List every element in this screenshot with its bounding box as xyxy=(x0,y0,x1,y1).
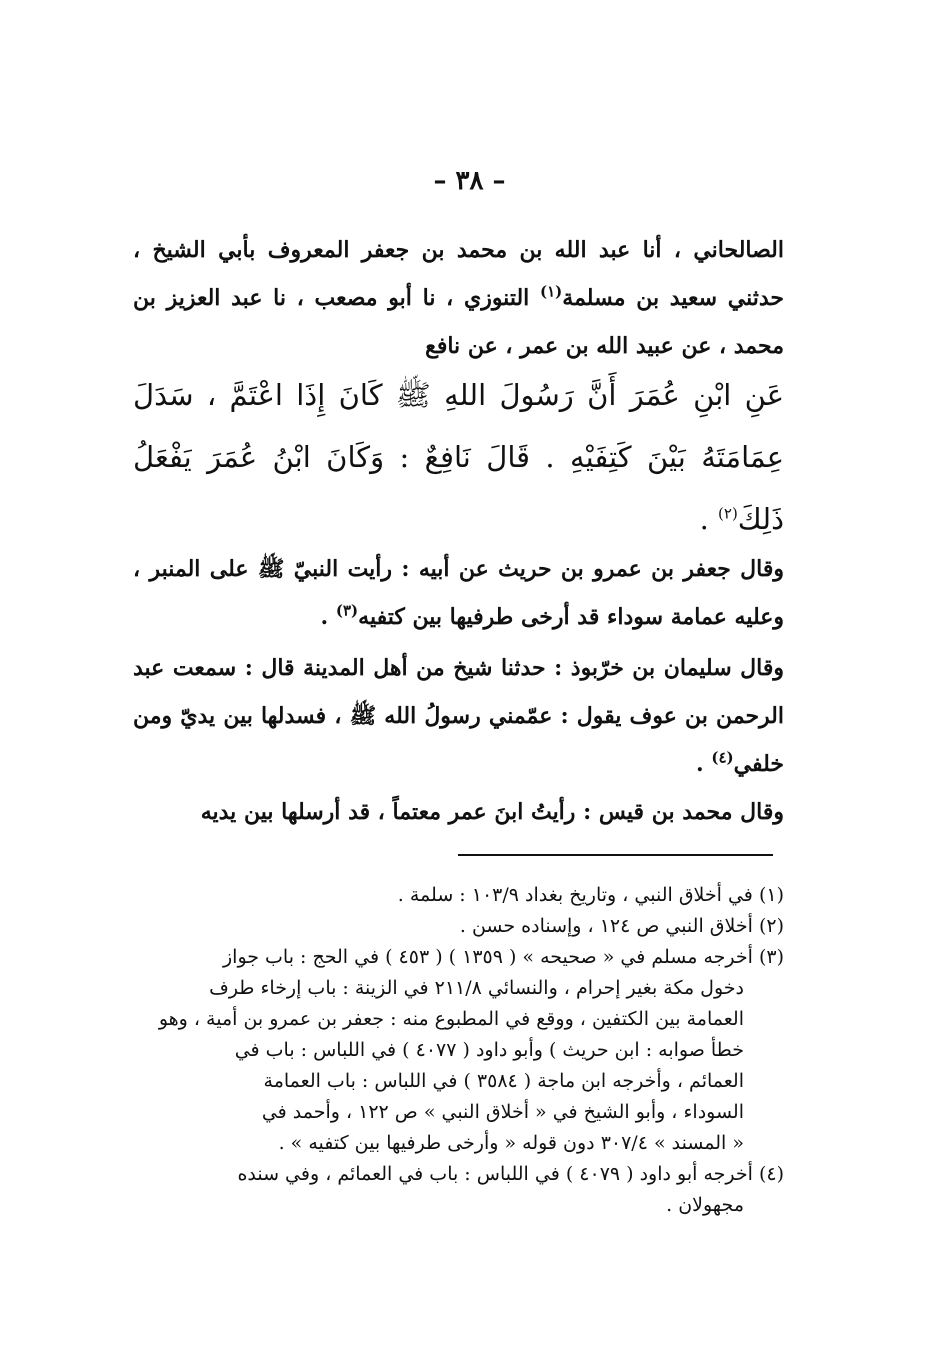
footnote-3-line: دخول مكة بغير إحرام ، والنسائي ٢١١/٨ في الزينة : باب إرخاء طرف xyxy=(209,977,744,999)
hadith-text xyxy=(133,364,784,550)
page-number: – ٣٨ – xyxy=(433,166,506,196)
paragraph-text: وقال جعفر بن عمرو بن حريث عن أبيه : رأيت النبيّ ﷺ على المنبر ، وعليه عمامة سوداء قد أرخى طرفيها بين كتفيه xyxy=(133,556,784,630)
narration-paragraph xyxy=(133,545,784,641)
footnote-line: أخرجه مسلم في « صحيحه » ( ١٣٥٩ ) ( ٤٥٣ ) في الحج : باب جواز xyxy=(222,946,753,968)
footnote-mark: (٤) xyxy=(758,1163,784,1185)
narration-paragraph xyxy=(133,644,784,788)
footnote-4 xyxy=(133,1159,784,1190)
footnote-divider xyxy=(458,854,773,856)
footnote-line: في أخلاق النبي ، وتاريخ بغداد ١٠٣/٩ : سلمة . xyxy=(397,884,753,906)
paragraph-text: التنوزي ، نا أبو مصعب ، نا عبد العزيز بن محمد ، عن عبيد الله بن عمر ، عن نافع xyxy=(133,285,784,359)
footnote-mark: (١) xyxy=(758,884,784,906)
footnote-3-line: العمائم ، وأخرجه ابن ماجة ( ٣٥٨٤ ) في اللباس : باب العمامة xyxy=(263,1070,744,1092)
footnote-3-line: « المسند » ٣٠٧/٤ دون قوله « وأرخى طرفيها بين كتفيه » . xyxy=(278,1132,744,1154)
footnote-mark: (٣) xyxy=(758,946,784,968)
hadith-body: عَنِ ابْنِ عُمَرَ أَنَّ رَسُولَ اللهِ ﷺ كَانَ إِذَا اعْتَمَّ ، سَدَلَ عِمَامَتَهُ بَيْنَ كَتِفَيْهِ . قَالَ نَافِعٌ : وَكَانَ ابْنُ عُمَرَ يَفْعَلُ ذَلِكَ xyxy=(133,378,784,536)
footnote-3-line: خطأ صوابه : ابن حريث ) وأبو داود ( ٤٠٧٧ ) في اللباس : باب في xyxy=(234,1039,744,1061)
footnote-line: أخلاق النبي ص ١٢٤ ، وإسناده حسن . xyxy=(459,915,753,937)
footnote-ref: (٤) xyxy=(711,748,734,767)
paragraph-text: وقال سليمان بن خرّبوذ : حدثنا شيخ من أهل المدينة قال : سمعت عبد الرحمن بن عوف يقول : عمّمني رسولُ الله ﷺ ، فسدلها بين يديّ ومن خلفي xyxy=(133,655,784,777)
footnote-3-line: السوداء ، وأبو الشيخ في « أخلاق النبي » ص ١٢٢ ، وأحمد في xyxy=(261,1101,744,1123)
footnote-4-line: مجهولان . xyxy=(666,1194,744,1216)
footnote-3-line: العمامة بين الكتفين ، ووقع في المطبوع منه : جعفر بن عمرو بن أمية ، وهو xyxy=(158,1008,744,1030)
narration-paragraph xyxy=(133,788,784,836)
footnote-2 xyxy=(133,911,784,942)
paragraph-text: وقال محمد بن قيس : رأيتُ ابنَ عمر معتماً ، قد أرسلها بين يديه xyxy=(200,799,784,825)
paragraph-text: الصالحاني ، أنا عبد الله بن محمد بن جعفر المعروف بأبي الشيخ ، حدثني سعيد بن مسلمة xyxy=(133,237,784,311)
isnad-paragraph xyxy=(133,226,784,370)
paragraph-end: . xyxy=(696,751,704,777)
paragraph-end: . xyxy=(320,604,329,630)
hadith-end: . xyxy=(699,502,709,536)
footnote-ref: (٢) xyxy=(718,504,738,523)
footnote-ref: (١) xyxy=(540,282,563,301)
footnote-ref: (٣) xyxy=(335,601,359,620)
footnote-line: أخرجه أبو داود ( ٤٠٧٩ ) في اللباس : باب في العمائم ، وفي سنده xyxy=(237,1163,753,1185)
footnote-1 xyxy=(133,880,784,911)
footnotes xyxy=(133,880,784,1221)
footnote-3 xyxy=(133,942,784,973)
footnote-mark: (٢) xyxy=(758,915,784,937)
